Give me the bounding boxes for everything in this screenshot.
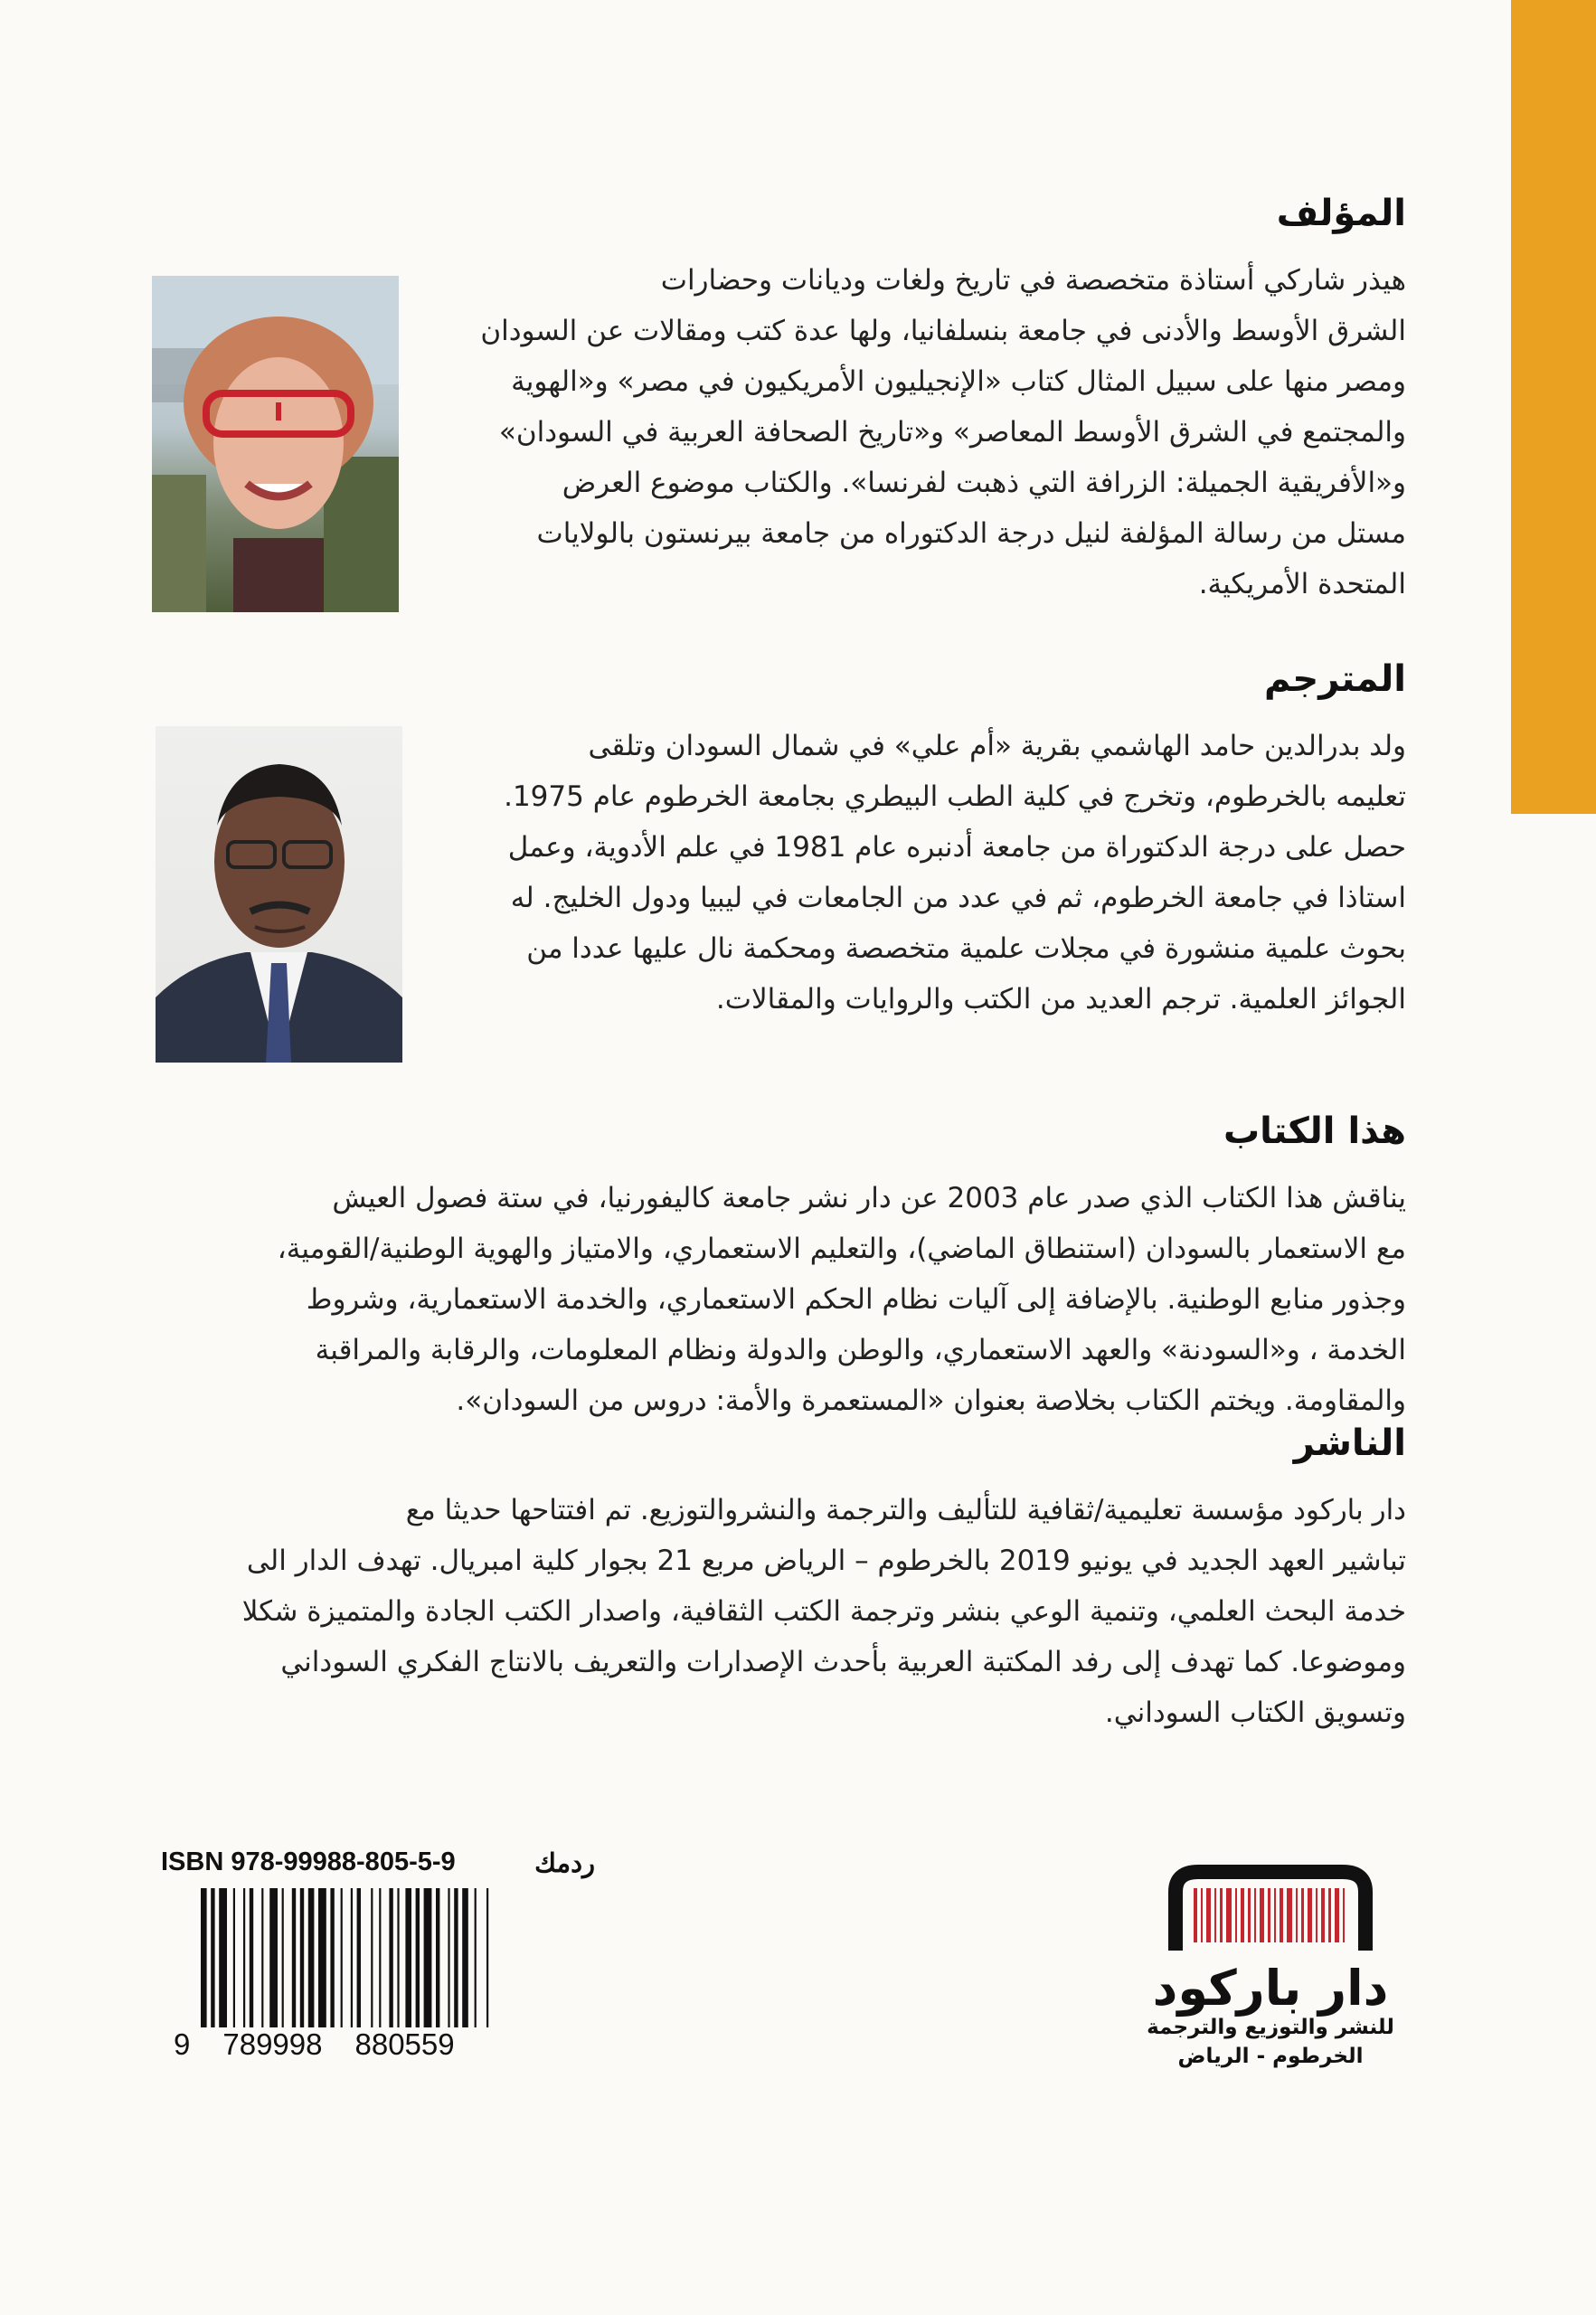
logo-red-bar xyxy=(1254,1888,1256,1942)
logo-red-bar xyxy=(1328,1888,1331,1942)
barcode-bar xyxy=(475,1888,477,2042)
author-bio xyxy=(425,255,1406,609)
publisher-description-line: وموضوعا. كما تهدف إلى رفد المكتبة العربية بأحدث الإصدارات والتعريف بالانتاج الفكري السوداني xyxy=(280,1646,1406,1678)
publisher-heading: الناشر xyxy=(1293,1422,1406,1464)
logo-red-bar xyxy=(1296,1888,1298,1942)
barcode-digit-group: 880559 xyxy=(354,2027,455,2061)
publisher-description-line: خدمة البحث العلمي، وتنمية الوعي بنشر وترجمة الكتب الثقافية، واصدار الكتب الجادة والمتميزة شكلا xyxy=(241,1595,1406,1628)
author-bio-line: هيذر شاركي أستاذة متخصصة في تاريخ ولغات وديانات وحضارات xyxy=(660,264,1406,297)
logo-red-bar xyxy=(1335,1888,1339,1942)
barcode-bar xyxy=(389,1888,392,2042)
translator-bio-line: تعليمه بالخرطوم، وتخرج في كلية الطب البيطري بجامعة الخرطوم عام 1975. xyxy=(504,780,1406,813)
barcode-bar xyxy=(462,1888,468,2042)
book-description-line: وجذور منابع الوطنية. بالإضافة إلى آليات نظام الحكم الاستعماري، والخدمة الاستعمارية، وشروط xyxy=(306,1283,1406,1316)
barcode-bar xyxy=(269,1888,278,2042)
book-heading: هذا الكتاب xyxy=(1223,1110,1406,1152)
logo-red-bar xyxy=(1235,1888,1237,1942)
barcode-bar xyxy=(371,1888,373,2042)
barcode-bar xyxy=(250,1888,253,2042)
isbn-line xyxy=(161,1847,595,1879)
barcode-bar xyxy=(379,1888,381,2042)
barcode-bar xyxy=(300,1888,304,2042)
book-description-line: يناقش هذا الكتاب الذي صدر عام 2003 عن دار نشر جامعة كاليفورنيا، في ستة فصول العيش xyxy=(332,1182,1406,1214)
author-bio-line: ومصر منها على سبيل المثال كتاب «الإنجيليون الأمريكيون في مصر» و«الهوية xyxy=(511,365,1406,398)
barcode-bar xyxy=(233,1888,235,2042)
logo-red-bar xyxy=(1287,1888,1292,1942)
translator-bio-line: حصل على درجة الدكتوراة من جامعة أدنبره عام 1981 في علم الأدوية، وعمل xyxy=(507,831,1406,864)
barcode-bar xyxy=(219,1888,227,2042)
publisher-description xyxy=(145,1485,1406,1738)
author-heading: المؤلف xyxy=(1276,193,1406,234)
accent-stripe xyxy=(1511,0,1596,814)
logo-red-bar xyxy=(1268,1888,1270,1942)
publisher-description-line: تباشير العهد الجديد في يونيو 2019 بالخرطوم – الرياض مربع 21 بجوار كلية امبريال. تهدف الدار الى xyxy=(246,1545,1406,1577)
barcode-bar xyxy=(397,1888,399,2042)
author-bio-line: الشرق الأوسط والأدنى في جامعة بنسلفانيا، ولها عدة كتب ومقالات عن السودان xyxy=(480,315,1406,347)
barcode-bar xyxy=(330,1888,334,2042)
logo-red-bar xyxy=(1274,1888,1276,1942)
publisher-description-line: دار باركود مؤسسة تعليمية/ثقافية للتأليف والترجمة والنشروالتوزيع. تم افتتاحها حديثا مع xyxy=(405,1494,1406,1526)
logo-red-bar xyxy=(1206,1888,1211,1942)
isbn-label: ISBN 978-99988-805-5-9 xyxy=(161,1847,456,1876)
translator-bio-line: ولد بدرالدين حامد الهاشمي بقرية «أم علي» في شمال السودان وتلقى xyxy=(588,730,1406,762)
barcode-bar xyxy=(448,1888,449,2042)
author-bio-line: و«الأفريقية الجميلة: الزرافة التي ذهبت لفرنسا». والكتاب موضوع العرض xyxy=(562,467,1406,499)
barcode-bar xyxy=(454,1888,458,2042)
author-bio-line: المتحدة الأمريكية. xyxy=(1198,568,1406,600)
book-description-line: الخدمة ، و«السودنة» والعهد الاستعماري، والوطن والدولة ونظام المعلومات، والرقابة والمراقبة xyxy=(315,1334,1406,1366)
logo-name: دار باركود xyxy=(1152,1960,1389,2017)
publisher-section xyxy=(145,1422,1406,1738)
logo-red-bar xyxy=(1201,1888,1203,1942)
publisher-logo xyxy=(1117,1865,1424,2073)
author-bio-line: والمجتمع في الشرق الأوسط المعاصر» و«تاريخ الصحافة العربية في السودان» xyxy=(498,416,1406,449)
book-description xyxy=(145,1173,1406,1426)
barcode-bar xyxy=(261,1888,263,2042)
barcode-bar xyxy=(341,1888,343,2042)
barcode-digit-group: 789998 xyxy=(222,2027,323,2061)
logo-red-bar xyxy=(1301,1888,1304,1942)
barcode-bar xyxy=(282,1888,284,2042)
translator-bio-line: بحوث علمية منشورة في مجلات علمية متخصصة ومحكمة نال عليها عددا من xyxy=(526,932,1406,965)
translator-heading: المترجم xyxy=(1264,658,1406,700)
logo-red-bar xyxy=(1343,1888,1345,1942)
barcode-bar xyxy=(201,1888,207,2042)
barcode-bar xyxy=(243,1888,245,2042)
barcode-bar xyxy=(416,1888,420,2042)
translator-bio xyxy=(425,721,1406,1025)
barcode-icon xyxy=(201,1888,562,2042)
barcode-digits xyxy=(168,2027,577,2062)
barcode-bar xyxy=(436,1888,439,2042)
logo-location: الخرطوم - الرياض xyxy=(1177,2045,1364,2068)
logo-red-bar xyxy=(1280,1888,1283,1942)
barcode-bar xyxy=(357,1888,361,2042)
logo-red-bar xyxy=(1321,1888,1325,1942)
logo-tagline: للنشر والتوزيع والترجمة xyxy=(1147,2016,1394,2039)
translator-bio-line: الجوائز العلمية. ترجم العديد من الكتب والروايات والمقالات. xyxy=(715,983,1406,1016)
barcode-bar xyxy=(308,1888,315,2042)
barcode-bar xyxy=(424,1888,432,2042)
logo-red-bar xyxy=(1248,1888,1251,1942)
logo-red-bar xyxy=(1194,1888,1197,1942)
barcode-bar xyxy=(318,1888,326,2042)
barcode-bar xyxy=(405,1888,411,2042)
translator-photo xyxy=(156,726,402,1063)
barcode-digit-group: 9 xyxy=(174,2027,191,2061)
barcode-logo-icon xyxy=(1157,1865,1384,1955)
book-description-line: مع الاستعمار بالسودان (استنطاق الماضي)، والتعليم الاستعماري، والامتياز والهوية الوطنية/القومية، xyxy=(277,1233,1406,1265)
logo-red-bar xyxy=(1226,1888,1232,1942)
book-section xyxy=(145,1110,1406,1426)
book-description-line: والمقاومة. ويختم الكتاب بخلاصة بعنوان «المستعمرة والأمة: دروس من السودان». xyxy=(456,1384,1406,1417)
author-bio-line: مستل من رسالة المؤلفة لنيل درجة الدكتوراه من جامعة بيرنستون بالولايات xyxy=(536,517,1406,550)
barcode-bar xyxy=(211,1888,214,2042)
logo-red-bar xyxy=(1220,1888,1223,1942)
logo-red-bar xyxy=(1316,1888,1317,1942)
author-portrait-icon xyxy=(152,276,399,612)
translator-bio-line: استاذا في جامعة الخرطوم، ثم في عدد من الجامعات في ليبيا ودول الخليج. له xyxy=(510,882,1406,914)
barcode-bar xyxy=(486,1888,488,2042)
logo-red-bar xyxy=(1214,1888,1216,1942)
logo-red-bar xyxy=(1308,1888,1312,1942)
translator-portrait-icon xyxy=(156,726,402,1063)
author-photo xyxy=(152,276,399,612)
publisher-description-line: وتسويق الكتاب السوداني. xyxy=(1104,1696,1406,1729)
barcode-bar xyxy=(351,1888,353,2042)
logo-red-bar xyxy=(1241,1888,1244,1942)
isbn-arabic-label: ردمك xyxy=(534,1849,595,1878)
barcode-bar xyxy=(292,1888,296,2042)
logo-red-bar xyxy=(1260,1888,1264,1942)
